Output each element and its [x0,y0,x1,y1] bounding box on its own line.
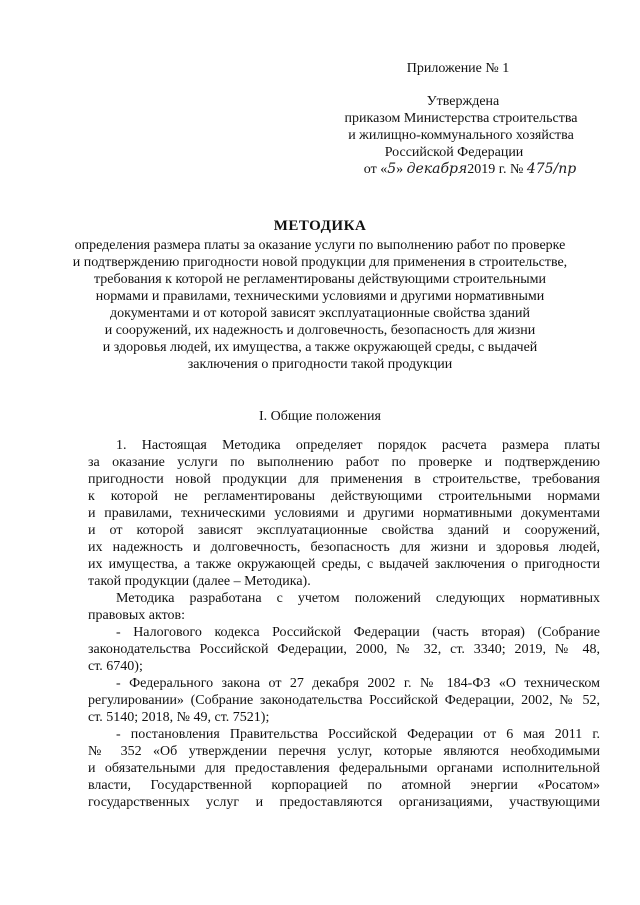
body-line: и правилами, техническими условиями и другими нормативными документами [88,506,600,521]
title-line: нормами и правилами, техническими условиями и другими нормативными [95,289,545,304]
date-quote-close: » [396,162,407,177]
title-line: определения размера платы за оказание услуги по выполнению работ по проверке [74,238,566,253]
body-line: их надежность и долговечность, безопасность для жизни и здоровья людей, [88,540,600,555]
body-line: правовых актов: [88,608,186,623]
body-line: и от которой зависят эксплуатационные свойства зданий и сооружений, [88,523,600,538]
body-line: пригодности новой продукции для применения в строительстве, требования [88,472,600,487]
body-line: такой продукции (далее – Методика). [88,574,311,589]
title-line: и сооружений, их надежность и долговечность, безопасность для жизни [104,323,536,338]
body-line: за оказание услуги по выполнению работ по проверке и подтверждению [88,455,600,470]
body-line: регулировании» (Собрание законодательства Российской Федерации, 2002, № 52, [88,693,600,708]
title-line: и здоровья людей, их имущества, а также окружающей среды, с выдачей [102,340,538,355]
handwritten-order-number: 475/пр [526,161,577,177]
appendix-label: Приложение № 1 [406,61,510,76]
order-date-line [334,161,606,178]
date-prefix: от « [363,162,388,177]
body-line: 1. Настоящая Методика определяет порядок расчета размера платы [116,438,600,453]
section-heading: I. Общие положения [259,409,381,424]
title-line: документами и от которой зависят эксплуатационные свойства зданий [109,306,531,321]
body-text [88,437,600,811]
body-line: государственных услуг и предоставляются организациями, участвующими [88,795,600,810]
date-year: 2019 г. № [467,162,527,177]
body-line: Методика разработана с учетом положений следующих нормативных [116,591,600,606]
title-line: и подтверждению пригодности новой продукции для применения в строительстве, [72,255,568,270]
approved-label: Утверждена [426,94,500,109]
body-line: ст. 6740); [88,659,143,674]
title-line: требования к которой не регламентированы действующими строительными [93,272,546,287]
approval-block [316,60,606,178]
title-heading: МЕТОДИКА [273,218,367,234]
body-line: № 352 «Об утверждении перечня услуг, которые являются необходимыми [88,744,600,759]
order-line-3: Российской Федерации [384,145,524,160]
handwritten-month: декабря [406,161,468,177]
order-line-2: и жилищно-коммунального хозяйства [348,128,574,143]
body-line: и обязательными для предоставления федеральными органами исполнительной [88,761,600,776]
body-line: - Налогового кодекса Российской Федерации (часть вторая) (Собрание [116,625,600,640]
body-line: законодательства Российской Федерации, 2000, № 32, ст. 3340; 2019, № 48, [88,642,600,657]
title-line: заключения о пригодности такой продукции [187,357,453,372]
body-line: - постановления Правительства Российской Федерации от 6 мая 2011 г. [116,727,600,742]
body-line: их имущества, а также окружающей среды, с выдачей заключения о пригодности [88,557,600,572]
body-line: к которой не регламентированы действующими строительными нормами [88,489,600,504]
body-line: ст. 5140; 2018, № 49, ст. 7521); [88,710,270,725]
document-title [40,218,600,373]
body-line: - Федерального закона от 27 декабря 2002 г. № 184-ФЗ «О техническом [116,676,600,691]
handwritten-day: 5 [387,161,397,177]
body-line: власти, Государственной корпорацией по атомной энергии «Росатом» [88,778,600,793]
order-line-1: приказом Министерства строительства [344,111,578,126]
